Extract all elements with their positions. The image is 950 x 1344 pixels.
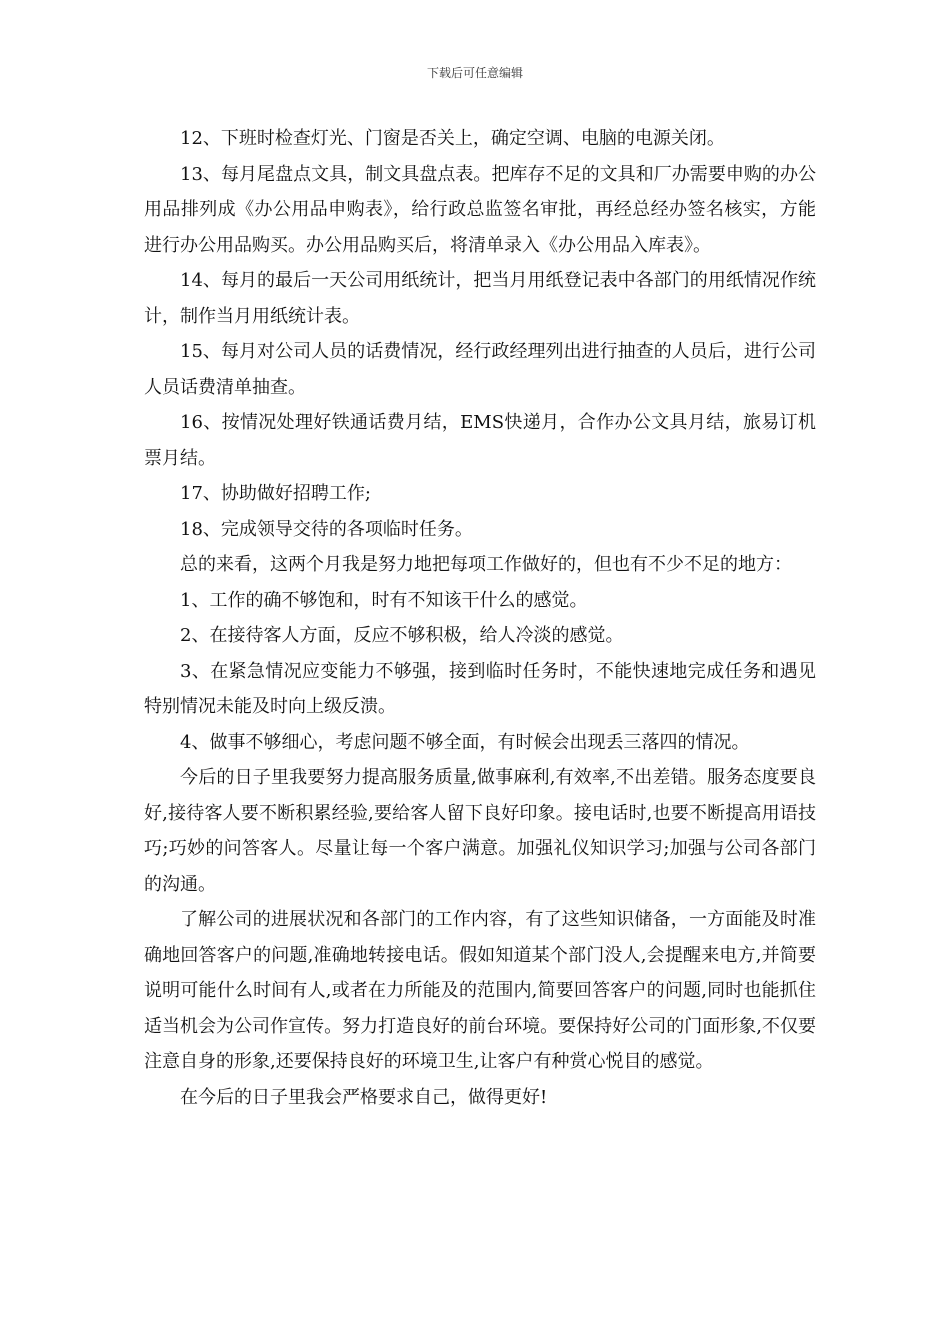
paragraph-item-17: 17、协助做好招聘工作; bbox=[180, 483, 371, 504]
paragraph-shortcoming-2: 2、在接待客人方面，反应不够积极，给人冷淡的感觉。 bbox=[180, 625, 624, 646]
paragraph-item-18: 18、完成领导交待的各项临时任务。 bbox=[180, 518, 473, 540]
paragraph-item-16: 16、按情况处理好铁通话费月结，EMS快递月，合作办公文具月结，旅易订机票月结。 bbox=[144, 412, 816, 469]
paragraph-closing: 在今后的日子里我会严格要求自己，做得更好! bbox=[180, 1086, 548, 1108]
paragraph-item-13: 13、每月尾盘点文具，制文具盘点表。把库存不足的文具和厂办需要申购的办公用品排列成《办公用品申购表》，给行政总监签名审批，再经总经办签名核实，方能进行办公用品购买。办公用品购买后，将清单录入《办公用品入库表》。 bbox=[144, 163, 816, 256]
paragraph-item-14: 14、每月的最后一天公司用纸统计，把当月用纸登记表中各部门的用纸情况作统计，制作当月用纸统计表。 bbox=[144, 270, 816, 327]
document-body bbox=[144, 121, 816, 1115]
paragraph-company-knowledge: 了解公司的进展状况和各部门的工作内容，有了这些知识储备，一方面能及时准确地回答客户的问题,准确地转接电话。假如知道某个部门没人,会提醒来电方,并简要说明可能什么时间有人,或者在力所能及的范围内,简要回答客户的问题,同时也能抓住适当机会为公司作宣传。努力打造良好的前台环境。要保持好公司的门面形象,不仅要注意自身的形象,还要保持良好的环境卫生,让客户有种赏心悦目的感觉。 bbox=[144, 909, 816, 1072]
paragraph-item-12: 12、下班时检查灯光、门窗是否关上，确定空调、电脑的电源关闭。 bbox=[180, 128, 725, 149]
paragraph-future-plan: 今后的日子里我要努力提高服务质量,做事麻利,有效率,不出差错。服务态度要良好,接待客人要不断积累经验,要给客人留下良好印象。接电话时,也要不断提高用语技巧;巧妙的问答客人。尽量让每一个客户满意。加强礼仪知识学习;加强与公司各部门的沟通。 bbox=[144, 767, 816, 895]
paragraph-shortcoming-3: 3、在紧急情况应变能力不够强，接到临时任务时，不能快速地完成任务和遇见特别情况未能及时向上级反溃。 bbox=[144, 660, 816, 717]
page-header: 下载后可任意编辑 bbox=[426, 66, 523, 80]
paragraph-shortcoming-1: 1、工作的确不够饱和，时有不知该干什么的感觉。 bbox=[180, 589, 588, 611]
paragraph-shortcoming-4: 4、做事不够细心，考虑问题不够全面，有时候会出现丢三落四的情况。 bbox=[180, 731, 750, 753]
paragraph-item-15: 15、每月对公司人员的话费情况，经行政经理列出进行抽查的人员后，进行公司人员话费清单抽查。 bbox=[144, 341, 816, 398]
paragraph-summary: 总的来看，这两个月我是努力地把每项工作做好的，但也有不少不足的地方： bbox=[180, 554, 792, 575]
